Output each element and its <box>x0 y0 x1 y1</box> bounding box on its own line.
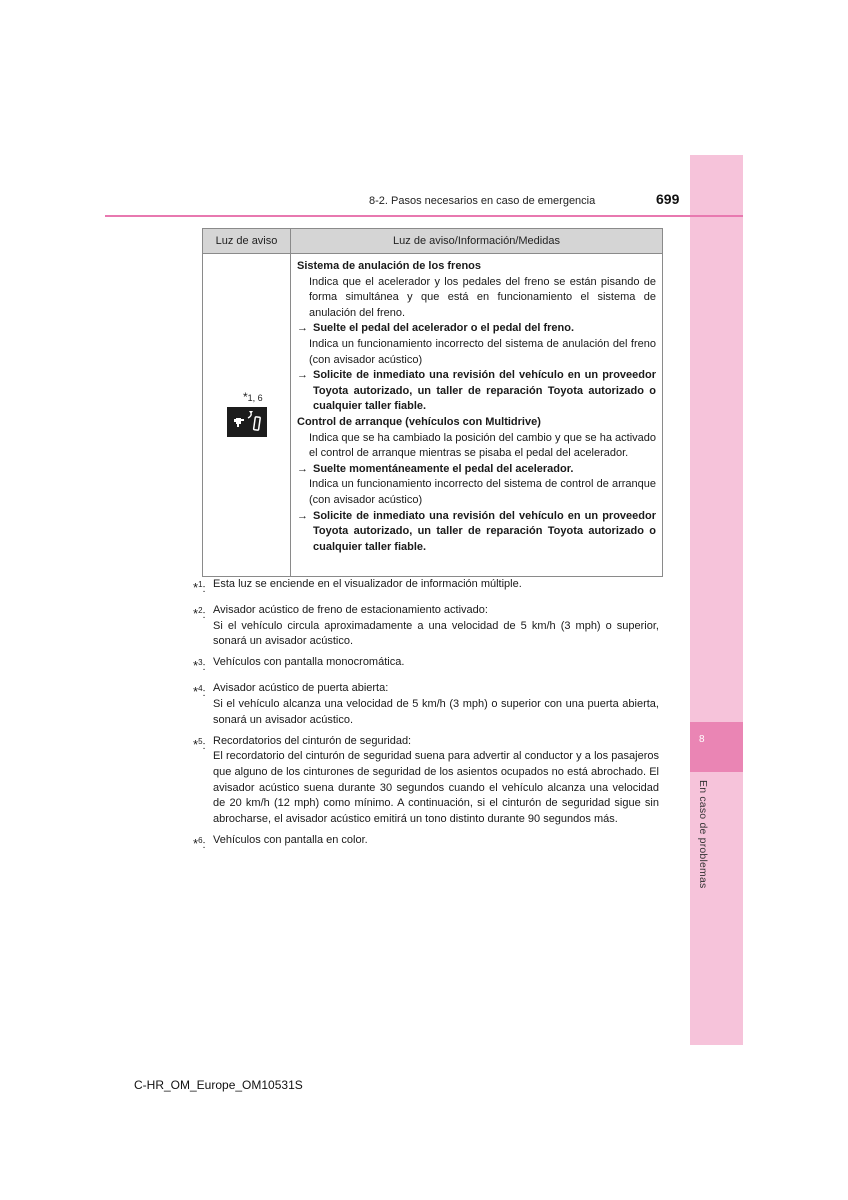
block-title: Sistema de anulación de los frenos <box>297 260 481 272</box>
action-line: → Suelte el pedal del acelerador o el pedal del freno. <box>297 321 656 337</box>
footnote <box>193 833 659 854</box>
block-text: Indica que se ha cambiado la posición del cambio y que se ha activado el control de arranque mientras se pisaba el pedal del acelerador. <box>309 431 656 460</box>
section-title: 8-2. Pasos necesarios en caso de emergencia <box>369 195 596 207</box>
warning-description-cell <box>291 254 663 577</box>
arrow-icon: → <box>297 322 308 335</box>
footnote-mark: *$^5$: <box>193 736 206 752</box>
chapter-number-tab <box>690 722 743 772</box>
brake-override-warning-icon <box>227 407 267 437</box>
footnote-mark: *$^6$: <box>193 835 206 851</box>
footnote-text: Vehículos con pantalla monocromática. <box>213 656 405 669</box>
arrow-icon: → <box>297 462 308 475</box>
table-header-row <box>203 229 663 254</box>
document-code: C-HR_OM_Europe_OM10531S <box>134 1078 303 1092</box>
arrow-icon: → <box>297 509 308 522</box>
action-line: → Solicite de inmediato una revisión del vehículo en un proveedor Toyota autorizado, un taller de reparación Toyota autorizado o cualquier taller fiable. <box>297 368 656 415</box>
footnote <box>193 655 659 676</box>
warning-light-table <box>202 228 663 577</box>
block-title: Control de arranque (vehículos con Multidrive) <box>297 415 541 428</box>
footnote <box>193 734 659 828</box>
block-text: Indica que el acelerador y los pedales del freno se están pisando de forma simultánea y que está en funcionamiento el sistema de anulación del freno. <box>309 275 656 319</box>
footnote-text: Avisador acústico de puerta abierta: <box>213 682 389 695</box>
column-header: Luz de aviso/Información/Medidas <box>291 229 663 254</box>
footnote-text: Esta luz se enciende en el visualizador de información múltiple. <box>213 578 522 590</box>
footnotes <box>193 577 659 859</box>
footnote-text: Avisador acústico de freno de estacionamiento activado: <box>213 604 488 617</box>
warning-icon-cell <box>203 254 291 577</box>
footnote <box>193 603 659 650</box>
footnote-mark: *$^1$: <box>193 580 206 595</box>
column-header: Luz de aviso <box>203 229 291 254</box>
table-row <box>203 254 663 577</box>
footnote-text: Vehículos con pantalla en color. <box>213 833 368 846</box>
footnote-text: Si el vehículo circula aproximadamente a una velocidad de 5 km/h (3 mph) o superior, sonará un avisador acústico. <box>213 619 659 648</box>
chapter-number: 8 <box>699 734 705 745</box>
arrow-icon: → <box>297 369 308 382</box>
header-divider <box>105 215 743 217</box>
footnote-text: Si el vehículo alcanza una velocidad de 5 km/h (3 mph) o superior con una puerta abierta, sonará un avisador acústico. <box>213 698 659 726</box>
block-text: Indica un funcionamiento incorrecto del sistema de control de arranque (con avisador acústico) <box>309 478 656 506</box>
chapter-label: En caso de problemas <box>697 780 709 889</box>
footnote <box>193 577 659 598</box>
block-text: Indica un funcionamiento incorrecto del sistema de anulación del freno (con avisador acústico) <box>309 337 656 366</box>
footnote-mark: *$^4$: <box>193 684 206 700</box>
footnote-text: Recordatorios del cinturón de seguridad: <box>213 734 412 747</box>
footnote-text: El recordatorio del cinturón de seguridad suena para advertir al conductor y a los pasajeros que alguno de los cinturones de seguridad de los asientos ocupados no está abrochado. El avisador acústico suena durante 30 segundos cuando el vehículo alcanza una velocidad de 20 km/h (12 mph) como mínimo. A continuación, si el cinturón de seguridad sigue sin abrocharse, el avisador acústico emitirá un tono distinto durante 90 segundos más. <box>213 750 659 825</box>
action-line: → Suelte momentáneamente el pedal del acelerador. <box>297 462 656 478</box>
page-number: 699 <box>656 191 680 207</box>
icon-footnote-ref: *1, 6 <box>243 390 263 404</box>
chapter-side-tab <box>690 155 743 1045</box>
action-line: → Solicite de inmediato una revisión del vehículo en un proveedor Toyota autorizado, un taller de reparación Toyota autorizado o cualquier taller fiable. <box>297 509 656 556</box>
footnote <box>193 681 659 728</box>
footnote-mark: *$^2$: <box>193 606 206 622</box>
footnote-mark: *$^3$: <box>193 658 206 674</box>
